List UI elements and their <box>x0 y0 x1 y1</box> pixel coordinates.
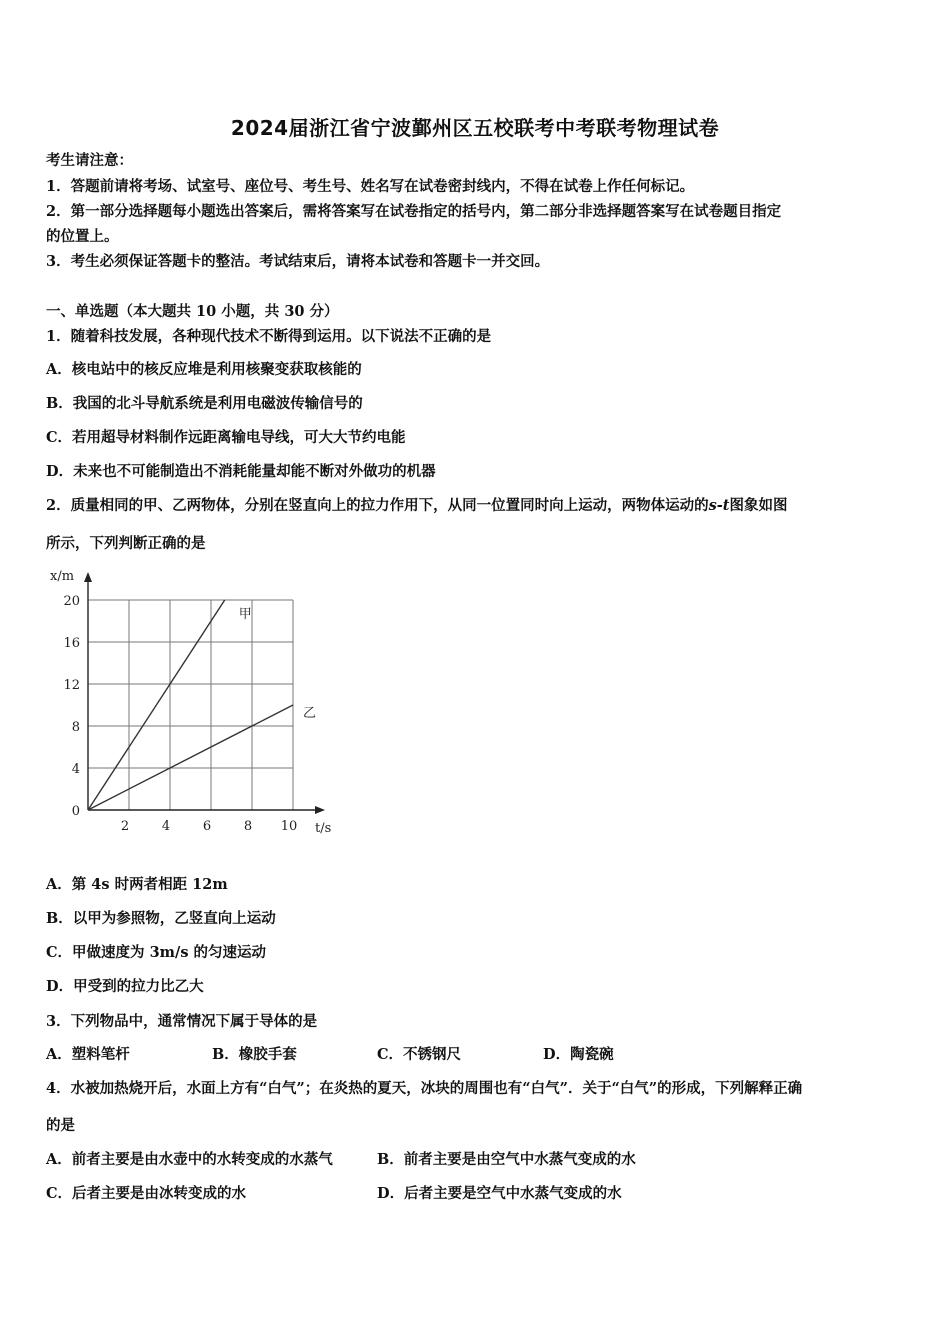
x-tick-label: 8 <box>243 819 253 834</box>
st-chart-svg <box>40 564 340 844</box>
series-label-yi: 乙 <box>303 706 317 721</box>
x-axis-arrow <box>315 806 325 814</box>
chart-series <box>88 600 293 810</box>
q2-stem-line2: 所示，下列判断正确的是 <box>46 535 206 552</box>
x-tick-label: 10 <box>280 819 298 834</box>
series-line-jia <box>88 600 225 810</box>
q4-stem-line2: 的是 <box>46 1117 75 1134</box>
q2-stem-italic: s-t <box>708 497 730 514</box>
chart-axes <box>84 572 325 814</box>
q1-option-b: B．我国的北斗导航系统是利用电磁波传输信号的 <box>46 395 363 412</box>
chart-labels <box>50 569 331 836</box>
x-tick-label: 4 <box>161 819 171 834</box>
section-heading: 一、单选题（本大题共 10 小题，共 30 分） <box>46 303 339 320</box>
y-axis-arrow <box>84 572 92 582</box>
q2-stem-line1 <box>46 497 787 515</box>
q3-stem: 3．下列物品中，通常情况下属于导体的是 <box>46 1013 318 1030</box>
notice-item-1: 1．答题前请将考场、试室号、座位号、考生号、姓名写在试卷密封线内，不得在试卷上作任何标记。 <box>46 178 695 195</box>
series-line-yi <box>88 705 293 810</box>
y-tick-label: 16 <box>63 636 80 651</box>
series-label-jia: 甲 <box>238 607 252 622</box>
q1-option-a: A．核电站中的核反应堆是利用核聚变获取核能的 <box>46 361 362 378</box>
q2-stem-text: 2．质量相同的甲、乙两物体，分别在竖直向上的拉力作用下，从同一位置同时向上运动，两物体运动的 <box>46 497 709 514</box>
notice-item-2: 2．第一部分选择题每小题选出答案后，需将答案写在试卷指定的括号内，第二部分非选择题答案写在试卷题目指定 <box>46 203 782 220</box>
q4-option-b: B．前者主要是由空气中水蒸气变成的水 <box>377 1151 636 1168</box>
st-chart <box>40 564 340 844</box>
q2-option-a: A．第 4s 时两者相距 12m <box>46 876 228 893</box>
q3-option-d: D．陶瓷碗 <box>543 1046 614 1063</box>
y-tick-label: 0 <box>71 804 80 819</box>
q3-option-a: A．塑料笔杆 <box>46 1046 130 1063</box>
q3-option-b: B．橡胶手套 <box>212 1046 297 1063</box>
y-tick-label: 20 <box>63 594 80 609</box>
y-axis-label: x/m <box>50 569 75 584</box>
q1-stem: 1．随着科技发展，各种现代技术不断得到运用。以下说法不正确的是 <box>46 328 492 345</box>
q2-option-c: C．甲做速度为 3m/s 的匀速运动 <box>46 944 267 961</box>
x-axis-label: t/s <box>315 821 332 836</box>
x-tick-label: 2 <box>120 819 130 834</box>
q3-option-c: C．不锈钢尺 <box>377 1046 462 1063</box>
q2-option-b: B．以甲为参照物，乙竖直向上运动 <box>46 910 276 927</box>
notice-item-2-cont: 的位置上。 <box>46 228 119 245</box>
y-tick-label: 8 <box>71 720 80 735</box>
notice-item-3: 3．考生必须保证答题卡的整洁。考试结束后，请将本试卷和答题卡一并交回。 <box>46 253 550 270</box>
notice-heading: 考生请注意： <box>46 152 133 169</box>
chart-grid <box>88 600 293 810</box>
q4-option-d: D．后者主要是空气中水蒸气变成的水 <box>377 1185 622 1202</box>
x-tick-label: 6 <box>202 819 212 834</box>
y-tick-label: 4 <box>71 762 80 777</box>
q4-option-a: A．前者主要是由水壶中的水转变成的水蒸气 <box>46 1151 333 1168</box>
q4-stem-line1: 4．水被加热烧开后，水面上方有“白气”；在炎热的夏天，冰块的周围也有“白气”．关于“白气”的形成，下列解释正确 <box>46 1080 803 1097</box>
q1-option-d: D．未来也不可能制造出不消耗能量却能不断对外做功的机器 <box>46 463 436 480</box>
q4-option-c: C．后者主要是由冰转变成的水 <box>46 1185 247 1202</box>
q1-option-c: C．若用超导材料制作远距离输电导线，可大大节约电能 <box>46 429 406 446</box>
q2-option-d: D．甲受到的拉力比乙大 <box>46 978 204 995</box>
y-tick-label: 12 <box>63 678 80 693</box>
page-title: 2024届浙江省宁波鄞州区五校联考中考联考物理试卷 <box>230 116 720 140</box>
q2-stem-text-end: 图象如图 <box>729 497 788 514</box>
